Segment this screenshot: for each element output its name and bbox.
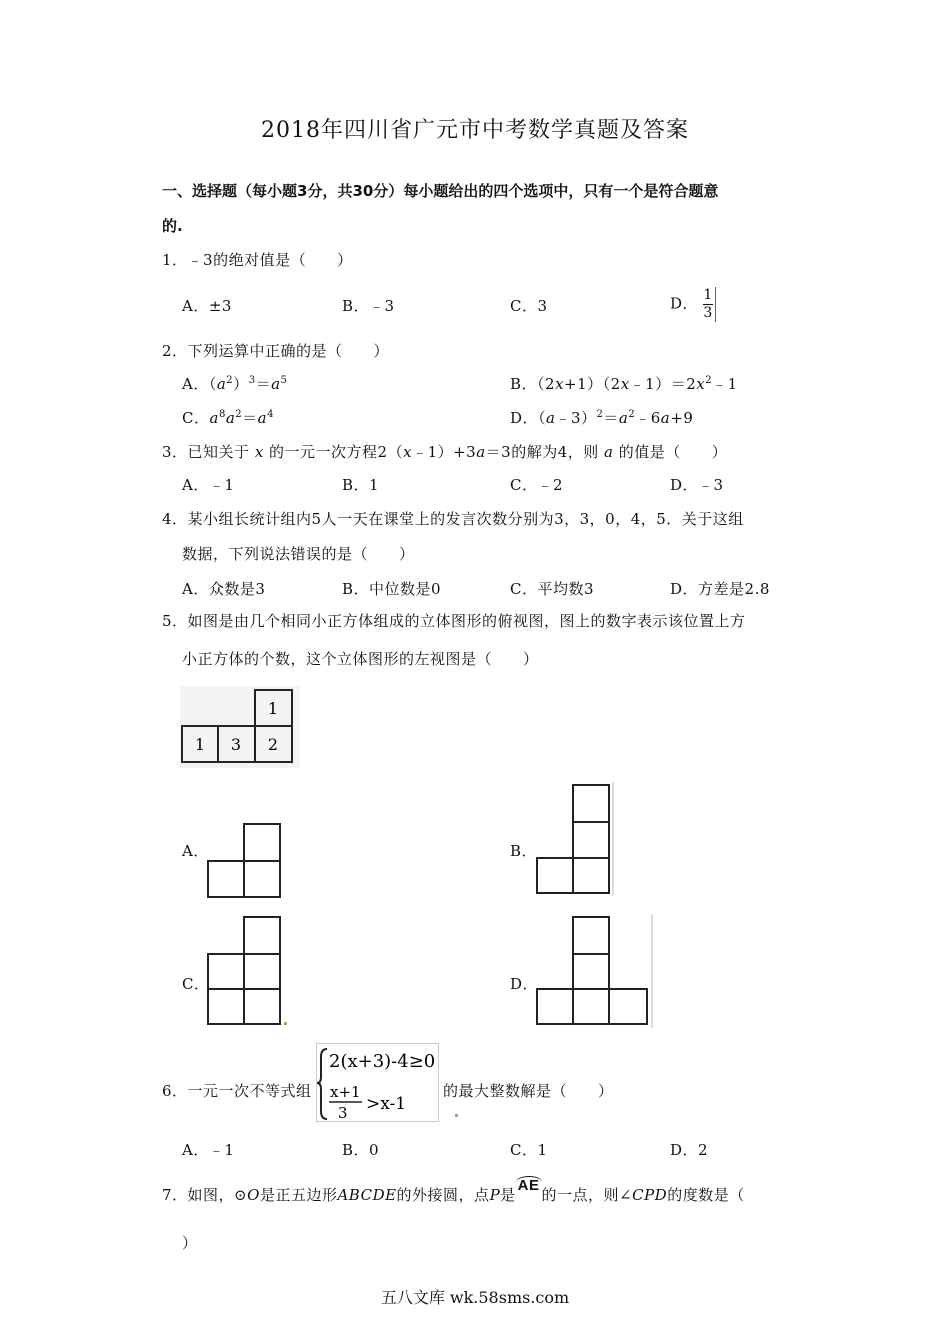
cube-square bbox=[208, 989, 244, 1024]
grid-number: 3 bbox=[230, 735, 242, 754]
question-6-stem-before: 6．一元一次不等式组 bbox=[162, 1082, 312, 1100]
cube-square bbox=[573, 785, 609, 822]
q1-option-b: B．﹣3 bbox=[342, 297, 395, 315]
q5-option-d-label: D． bbox=[510, 975, 539, 993]
q5-option-b-label: B． bbox=[510, 842, 538, 860]
q5-option-c-label: C． bbox=[182, 975, 210, 993]
q2-option-b: B．$(2x+1)(2x﹣1)=2x^2﹣1$ bbox=[510, 375, 738, 393]
q4-option-a: A．众数是3 bbox=[182, 580, 266, 598]
question-5-stem-line2: 小正方体的个数，这个立体图形的左视图是（ ） bbox=[182, 650, 539, 668]
section-heading: 一、选择题（每小题3分，共30分）每小题给出的四个选项中，只有一个是符合题意 bbox=[162, 182, 719, 200]
question-3-stem: 3．已知关于 x 的一元一次方程2（x﹣1）+3a＝3的解为4，则 a 的值是（ ） bbox=[162, 443, 728, 461]
cube-square bbox=[208, 954, 244, 989]
q3-option-a: A．﹣1 bbox=[182, 476, 235, 494]
cube-square bbox=[244, 954, 280, 989]
q1-option-d bbox=[670, 287, 716, 322]
question-5-stem-line1: 5．如图是由几个相同小正方体组成的立体图形的俯视图，图上的数字表示该位置上方 bbox=[162, 612, 746, 630]
question-2-stem: 2．下列运算中正确的是（ ） bbox=[162, 342, 390, 360]
q4-option-d: D．方差是2.8 bbox=[670, 580, 770, 598]
fraction-denominator: 3 bbox=[703, 305, 713, 321]
cube-square bbox=[537, 858, 573, 893]
q3-option-d: D．﹣3 bbox=[670, 476, 724, 494]
inequality-1: 2(x+3)-4≥0 bbox=[329, 1051, 436, 1072]
q6-option-b: B．0 bbox=[342, 1141, 380, 1159]
question-1-stem: 1．﹣3的绝对值是（ ） bbox=[162, 251, 353, 269]
cube-square bbox=[573, 822, 609, 858]
q5-option-a-figure bbox=[200, 820, 290, 900]
q6-option-d: D．2 bbox=[670, 1141, 709, 1159]
q2-option-a: A．$(a^2)^3=a^5$ bbox=[182, 375, 288, 393]
question-6-stem-after: 的最大整数解是（ ） bbox=[443, 1082, 614, 1100]
cube-square bbox=[573, 954, 609, 989]
q1-option-c: C．3 bbox=[510, 297, 548, 315]
cube-square bbox=[573, 989, 609, 1024]
grid-number: 1 bbox=[194, 735, 206, 754]
question-4-stem-line2: 数据，下列说法错误的是（ ） bbox=[182, 545, 415, 563]
footer-watermark: 五八文库 wk.58sms.com bbox=[380, 1288, 570, 1307]
section-heading-cont: 的. bbox=[162, 217, 183, 235]
cube-square bbox=[244, 824, 280, 861]
grid-number: 2 bbox=[267, 735, 279, 754]
cube-square bbox=[244, 989, 280, 1024]
q6-option-a: A．﹣1 bbox=[182, 1141, 235, 1159]
q3-option-c: C．﹣2 bbox=[510, 476, 564, 494]
q5-option-b-figure bbox=[530, 780, 620, 898]
q4-option-c: C．平均数3 bbox=[510, 580, 595, 598]
question-7-stem-line2: ） bbox=[182, 1234, 198, 1252]
inequality-2-denominator: 3 bbox=[338, 1104, 348, 1122]
q2-option-d: D．$(a﹣3)^2=a^2﹣6a+9$ bbox=[510, 409, 694, 427]
cube-square bbox=[537, 989, 573, 1024]
cube-square bbox=[609, 989, 647, 1024]
q4-option-b: B．中位数是0 bbox=[342, 580, 442, 598]
speck bbox=[455, 1114, 458, 1117]
q1-option-d-label: D． bbox=[670, 294, 699, 313]
arc-ae: AE bbox=[517, 1177, 540, 1194]
q3-option-b: B．1 bbox=[342, 476, 380, 494]
q5-option-d-figure bbox=[530, 912, 658, 1030]
top-view-grid-figure bbox=[180, 686, 300, 768]
question-4-stem-line1: 4．某小组长统计组内5人一天在课堂上的发言次数分别为3，3，0，4，5．关于这组 bbox=[162, 510, 744, 528]
inequality-2-rhs: >x-1 bbox=[366, 1094, 407, 1114]
question-7-stem: 7．如图，⊙O是正五边形ABCDE的外接圆，点P是AE的一点，则∠CPD的度数是（ bbox=[162, 1177, 745, 1204]
cube-square bbox=[573, 858, 609, 893]
q2-option-c: C．$a^8a^2=a^4$ bbox=[182, 409, 274, 427]
cube-square bbox=[208, 861, 244, 897]
grid-number: 1 bbox=[267, 699, 279, 718]
cube-square bbox=[573, 917, 609, 954]
fraction-numerator: 1 bbox=[703, 287, 713, 303]
inequality-2-numerator: x+1 bbox=[330, 1083, 361, 1101]
cube-square bbox=[244, 917, 280, 954]
q5-option-a-label: A． bbox=[182, 842, 209, 860]
cube-square bbox=[244, 861, 280, 897]
q1-option-a: A．±3 bbox=[182, 297, 232, 315]
document-title: 2018年四川省广元市中考数学真题及答案 bbox=[261, 118, 689, 143]
q5-option-c-figure bbox=[200, 912, 292, 1030]
fraction-one-third bbox=[703, 287, 715, 322]
inequality-system-image bbox=[316, 1043, 444, 1125]
q6-option-c: C．1 bbox=[510, 1141, 548, 1159]
